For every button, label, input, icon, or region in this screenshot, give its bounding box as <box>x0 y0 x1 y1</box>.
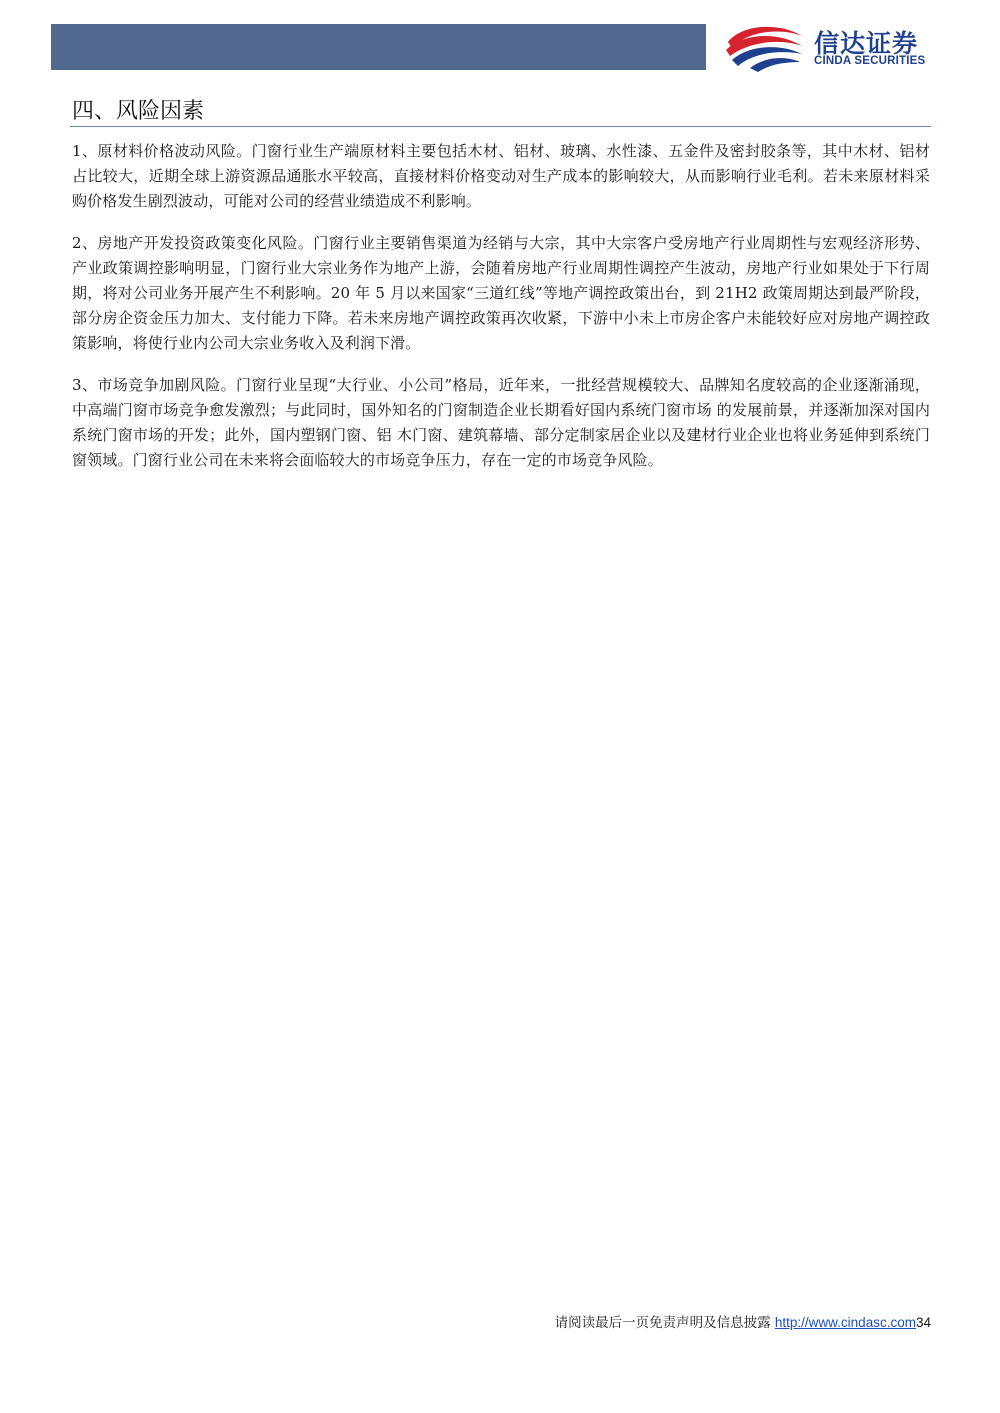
page-footer <box>500 1311 931 1331</box>
cinda-logo <box>722 20 972 72</box>
risk-paragraph-raw-materials: 1、原材料价格波动风险。门窗行业生产端原材料主要包括木材、铝材、玻璃、水性漆、五金件及密封胶条等，其中木材、铝材占比较大，近期全球上游资源品通胀水平较高，直接材料价格变动对生产成本的影响较大，从而影响行业毛利。若未来原材料采购价格发生剧烈波动，可能对公司的经营业绩造成不利影响。 <box>72 142 930 211</box>
report-body <box>72 139 930 489</box>
website-link[interactable]: http://www.cindasc.com <box>774 1315 916 1330</box>
disclaimer-notice: 请阅读最后一页免责声明及信息披露 <box>554 1315 775 1331</box>
page-number: 34 <box>915 1315 931 1330</box>
logo-english-name: CINDA SECURITIES <box>814 55 926 67</box>
risk-paragraph-market-competition: 3、市场竞争加剧风险。门窗行业呈现“大行业、小公司”格局，近年来，一批经营规模较大、品牌知名度较高的企业逐渐涌现，中高端门窗市场竞争愈发激烈；与此同时，国外知名的门窗制造企业长期看好国内系统门窗市场 的发展前景，并逐渐加深对国内系统门窗市场的开发；此外，国内塑钢门窗、铝 木门窗、建筑幕墙、部分定制家居企业以及建材行业企业也将业务延伸到系统门窗领域。门窗行业公司在未来将会面临较大的市场竞争压力，存在一定的市场竞争风险。 <box>72 375 930 470</box>
cinda-logo-mark-icon <box>722 20 806 72</box>
title-divider <box>70 126 931 127</box>
header-bar <box>51 24 706 70</box>
risk-paragraph-real-estate-policy: 2、房地产开发投资政策变化风险。门窗行业主要销售渠道为经销与大宗，其中大宗客户受房地产行业周期性与宏观经济形势、产业政策调控影响明显，门窗行业大宗业务作为地产上游，会随着房地产行业周期性调控产生波动，房地产行业如果处于下行周期，将对公司业务开展产生不利影响。20 年 5 月以来国家“三道红线”等地产调控政策出台，到 21H2 政策周期达到最严阶段，部分房企资金压力加大、支付能力下降。若未来房地产调控政策再次收紧，下游中小未上市房企客户未能较好应对房地产调控政策影响，将使行业内公司大宗业务收入及利润下滑。 <box>72 233 930 353</box>
section-title: 四、风险因素 <box>72 99 205 124</box>
logo-chinese-name: 信达证券 <box>814 29 919 58</box>
